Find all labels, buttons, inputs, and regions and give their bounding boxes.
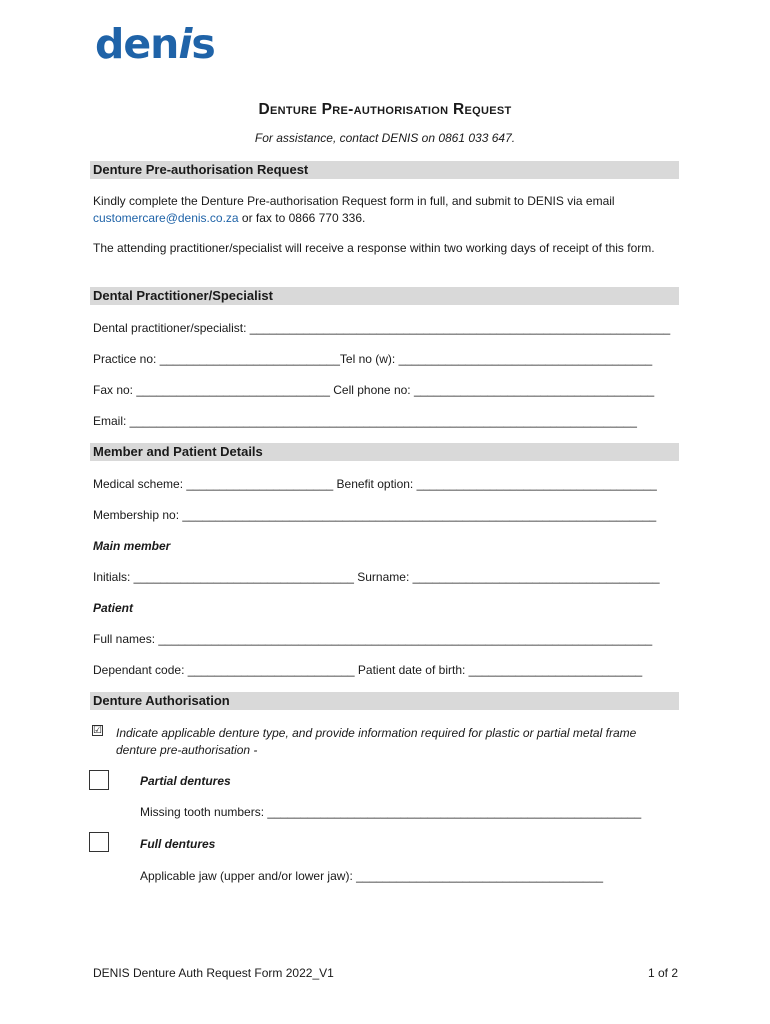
dependant-dob-field[interactable]: Dependant code: _________________________ Patient date of birth: __________________________	[93, 663, 643, 677]
email-field[interactable]: Email: ____________________________________________________________________________	[93, 414, 637, 428]
initials-surname-field[interactable]: Initials: _________________________________ Surname: _____________________________________	[93, 570, 660, 584]
checked-box-icon: ☑	[93, 725, 102, 736]
full-dentures-checkbox[interactable]	[89, 832, 109, 852]
full-dentures-label: Full dentures	[140, 837, 216, 851]
full-names-field[interactable]: Full names: __________________________________________________________________________	[93, 632, 653, 646]
scheme-option-field[interactable]: Medical scheme: ______________________ Benefit option: ____________________________________	[93, 477, 657, 491]
email-link[interactable]: customercare@denis.co.za	[93, 211, 239, 225]
partial-dentures-checkbox[interactable]	[89, 770, 109, 790]
section-practitioner: Dental Practitioner/Specialist	[90, 287, 679, 305]
section-denture-auth: Denture Authorisation	[90, 692, 679, 710]
page-title: Denture Pre-authorisation Request	[258, 101, 512, 118]
denis-logo: denis	[95, 20, 215, 68]
membership-field[interactable]: Membership no: _______________________________________________________________________	[93, 508, 657, 522]
patient-heading: Patient	[93, 601, 134, 615]
practitioner-field[interactable]: Dental practitioner/specialist: _______________________________________________________________	[93, 321, 671, 335]
intro-paragraph-2: The attending practitioner/specialist will receive a response within two working days of receipt of this form.	[93, 241, 655, 255]
missing-tooth-field[interactable]: Missing tooth numbers: ________________________________________________________	[140, 805, 642, 819]
main-member-heading: Main member	[93, 539, 171, 553]
practice-tel-field[interactable]: Practice no: ___________________________Tel no (w): ______________________________________	[93, 352, 653, 366]
fax-cell-field[interactable]: Fax no: _____________________________ Cell phone no: ____________________________________	[93, 383, 655, 397]
intro-paragraph-1: Kindly complete the Denture Pre-authorisation Request form in full, and submit to DENIS via email customercare@denis.co.za or fax to 0866 770 336.	[93, 194, 615, 225]
auth-instruction: Indicate applicable denture type, and provide information required for plastic or partial metal frame denture pre-authorisation -	[116, 726, 637, 757]
subtitle: For assistance, contact DENIS on 0861 033 647.	[254, 131, 516, 145]
section-request: Denture Pre-authorisation Request	[90, 161, 679, 179]
jaw-field[interactable]: Applicable jaw (upper and/or lower jaw): _____________________________________	[140, 869, 604, 883]
footer-page-number: 1 of 2	[647, 966, 678, 980]
section-member: Member and Patient Details	[90, 443, 679, 461]
partial-dentures-label: Partial dentures	[140, 774, 231, 788]
footer-form-name: DENIS Denture Auth Request Form 2022_V1	[93, 966, 334, 980]
